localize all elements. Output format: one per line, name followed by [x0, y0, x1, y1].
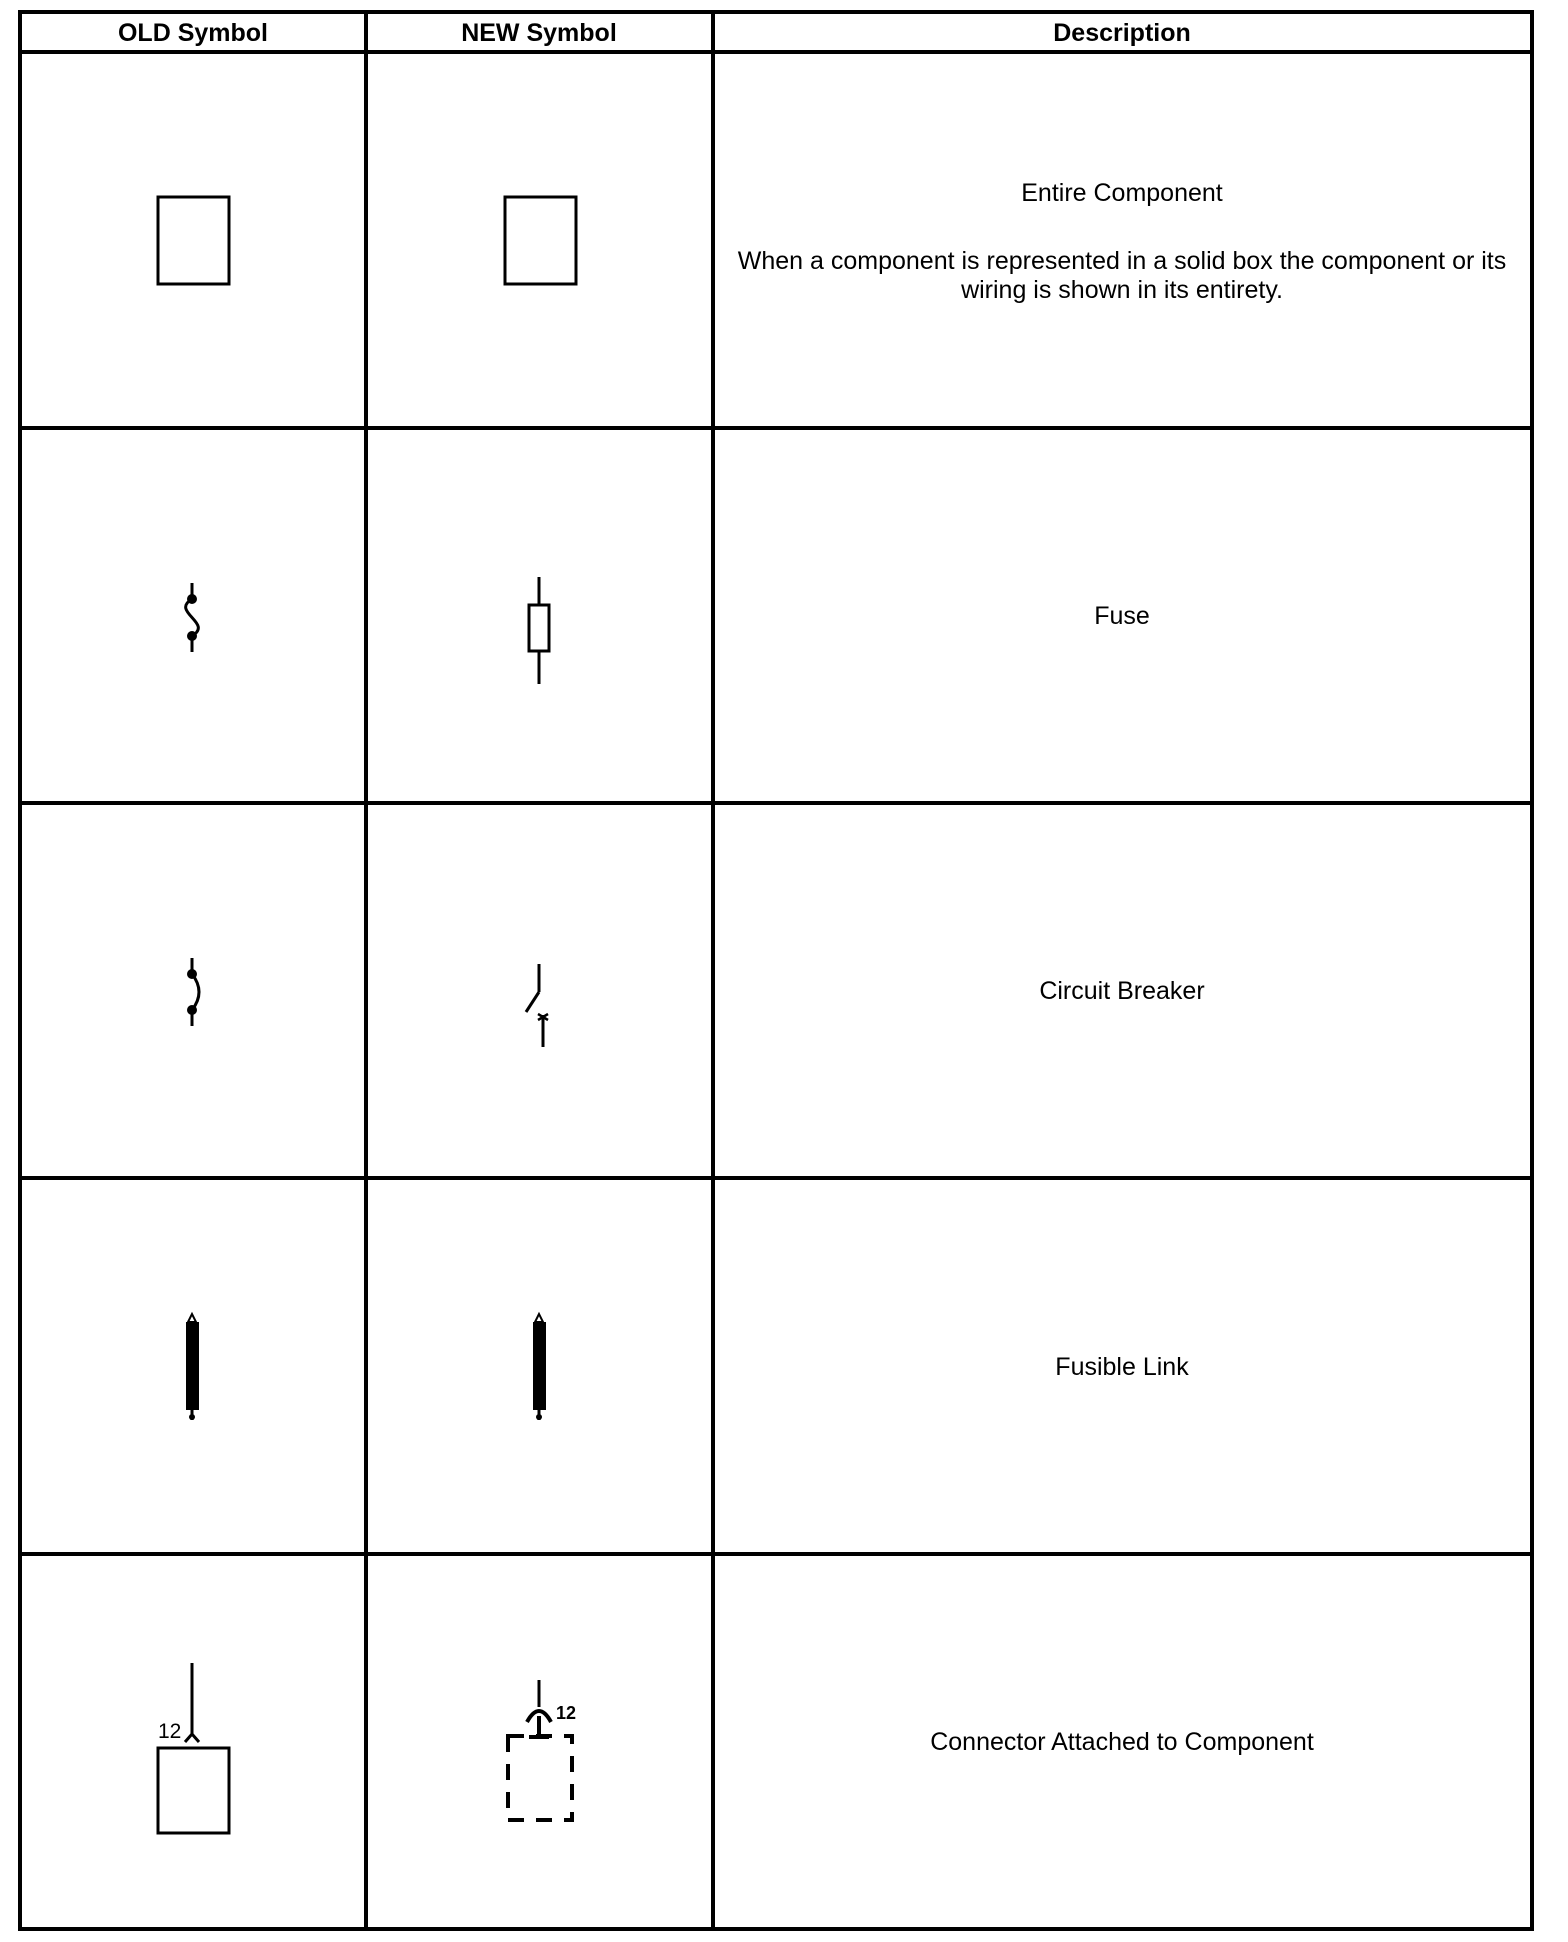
connector-pin-number: 12	[158, 1720, 182, 1743]
description-title: Fuse	[1094, 602, 1150, 630]
connector-old-icon	[158, 1663, 229, 1833]
header-new-symbol: NEW Symbol	[461, 19, 617, 47]
table-grid	[20, 12, 1532, 1929]
circuit-breaker-old-icon	[189, 958, 200, 1026]
header-description: Description	[1053, 19, 1191, 47]
fusible-link-old-icon	[186, 1314, 199, 1420]
description-body-line: When a component is represented in a solid box the component or its	[737, 247, 1507, 275]
description-title: Circuit Breaker	[1039, 977, 1205, 1005]
fusible-link-new-icon	[533, 1314, 546, 1420]
table-row	[186, 1314, 1189, 1420]
description-title: Entire Component	[1021, 179, 1223, 207]
solid-box-icon	[505, 197, 576, 284]
description-body-line: wiring is shown in its entirety.	[961, 276, 1283, 304]
fuse-old-icon	[186, 583, 199, 652]
circuit-breaker-new-icon	[526, 964, 548, 1047]
connector-new-icon	[508, 1680, 572, 1820]
description-title: Connector Attached to Component	[930, 1728, 1314, 1756]
fuse-new-icon	[529, 577, 549, 684]
table-row	[158, 179, 1506, 304]
description-title: Fusible Link	[1055, 1353, 1189, 1381]
solid-box-icon	[158, 197, 229, 284]
table-row	[158, 1663, 1314, 1833]
connector-pin-number: 12	[556, 1703, 577, 1723]
table-row	[189, 958, 1205, 1047]
header-old-symbol: OLD Symbol	[117, 19, 269, 47]
table-row	[186, 577, 1150, 684]
table-header	[118, 19, 1191, 47]
